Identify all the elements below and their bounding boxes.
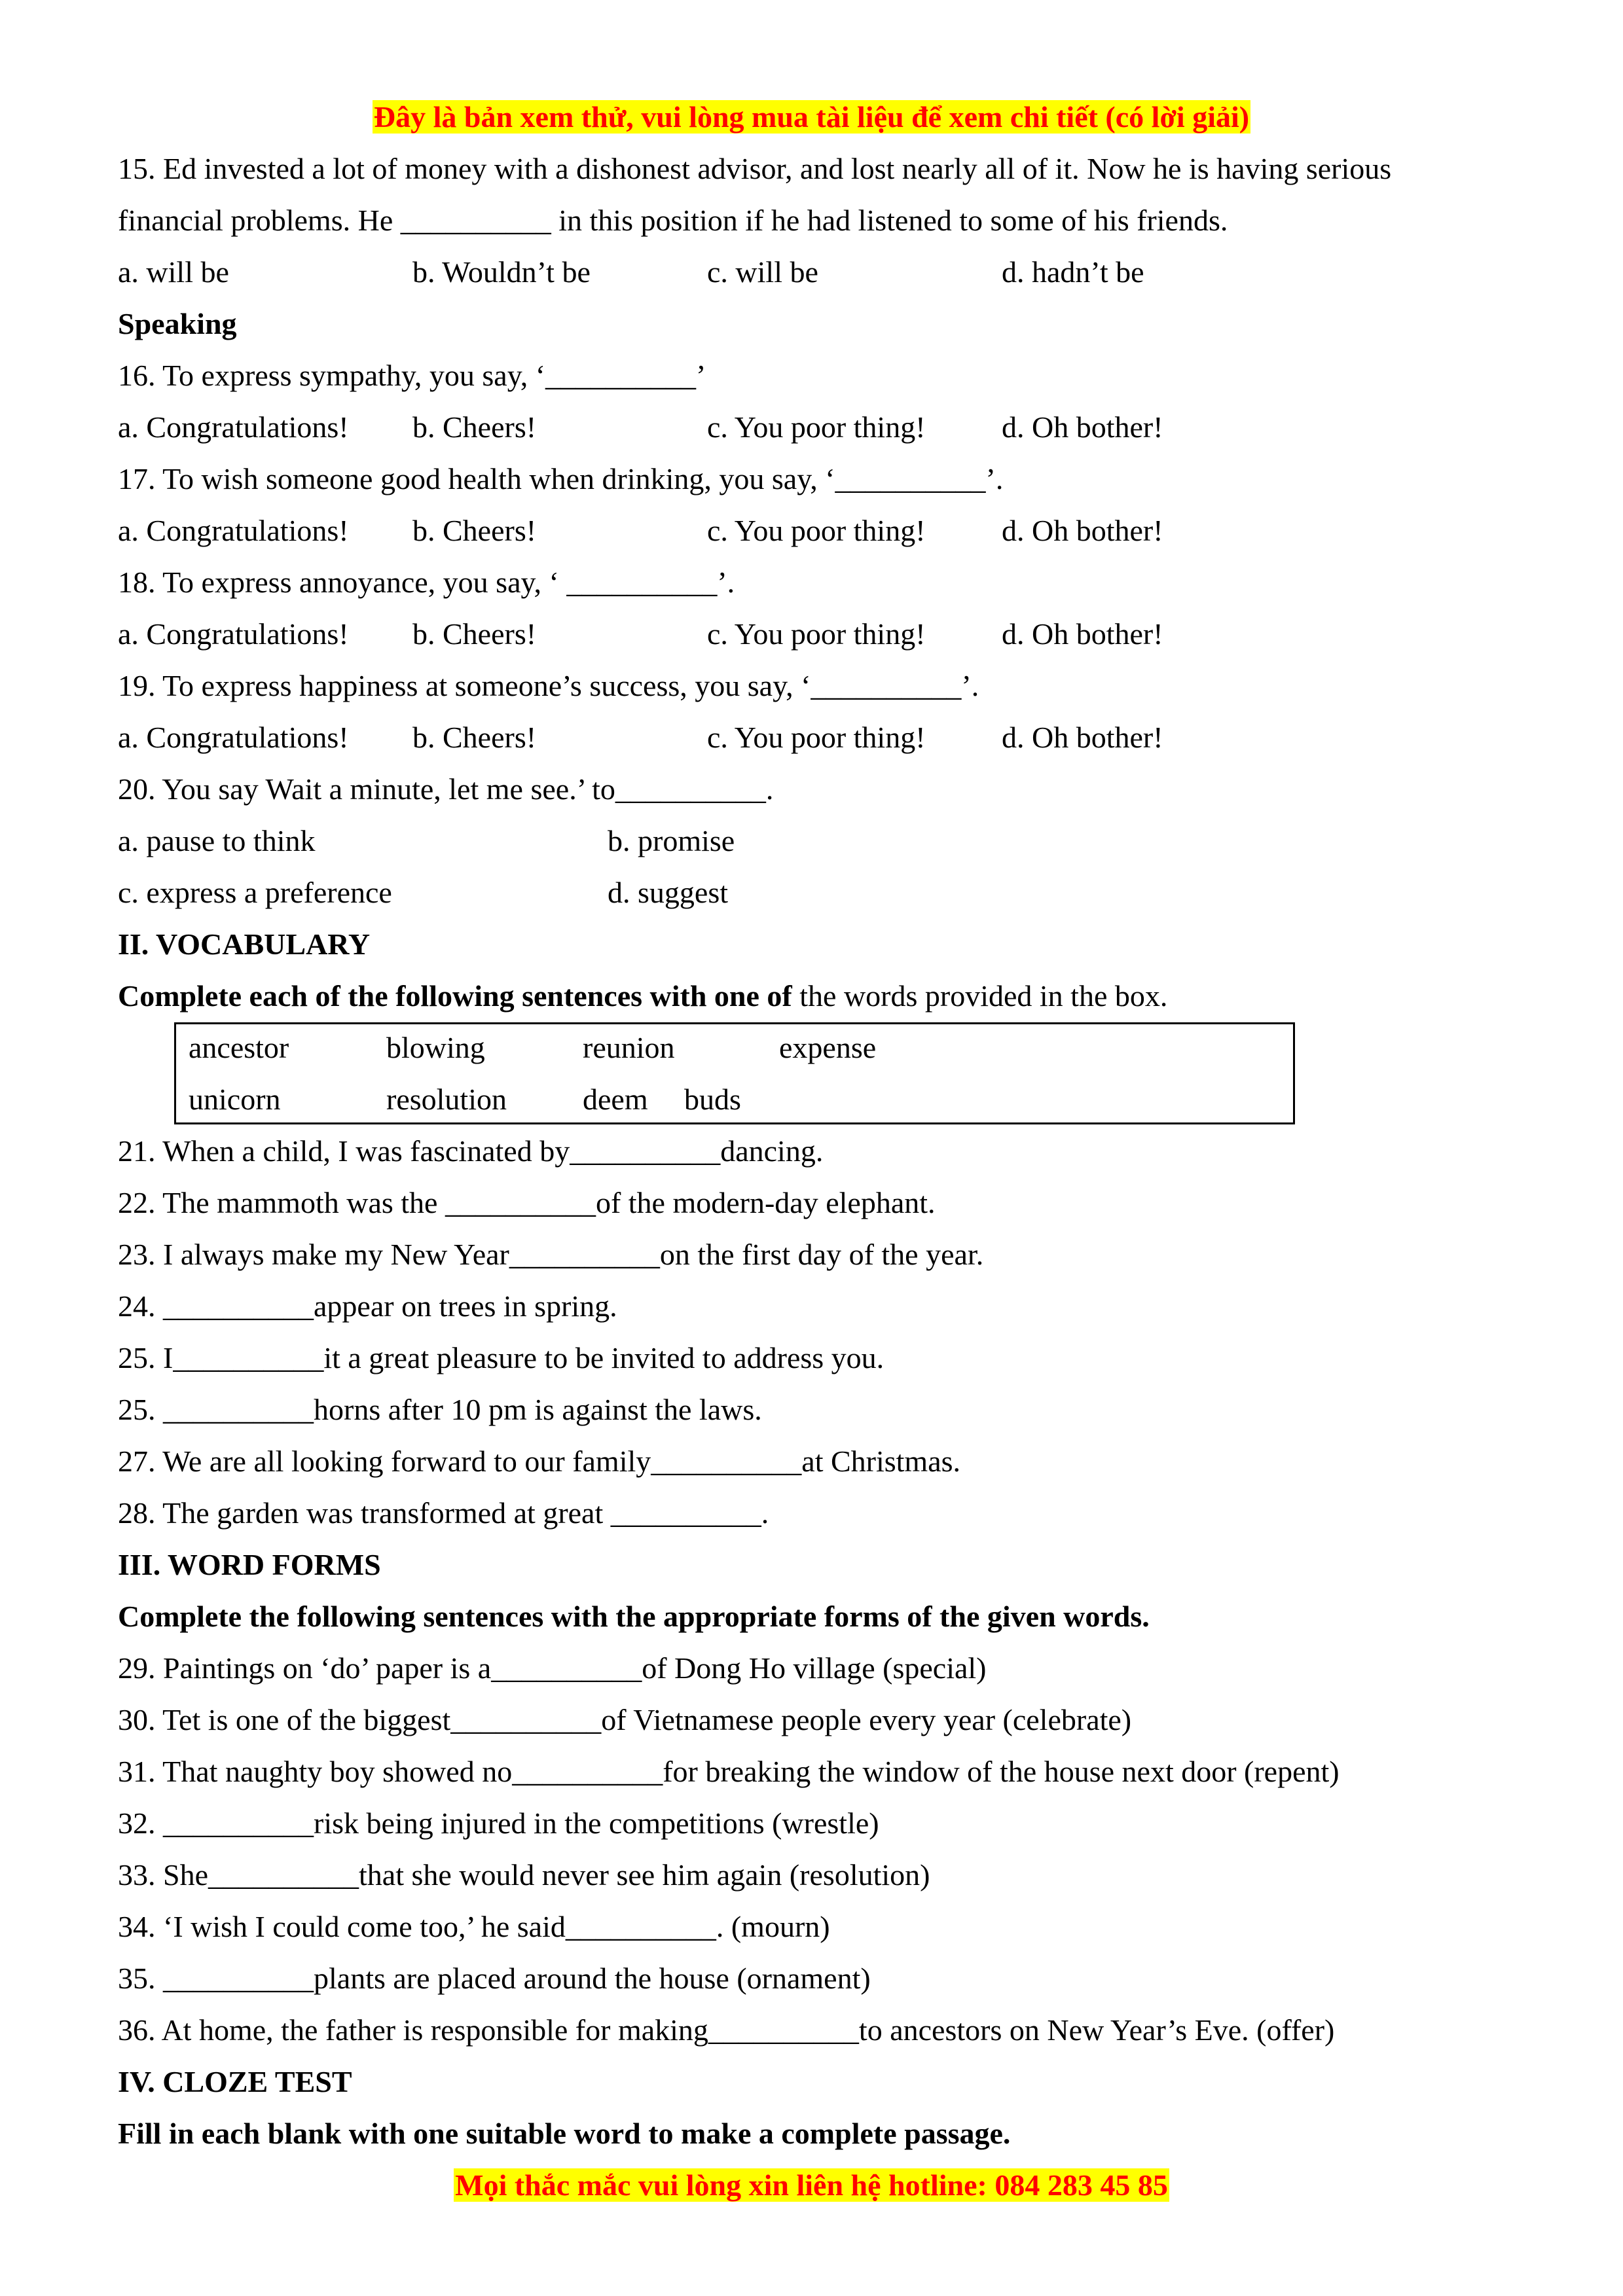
option-d: d. Oh bother! <box>1002 721 1163 754</box>
option-b: b. Cheers! <box>412 721 537 754</box>
cloze-test-heading: IV. CLOZE TEST <box>118 2065 352 2098</box>
option-d: d. Oh bother! <box>1002 514 1163 547</box>
option-b: b. Cheers! <box>412 410 537 444</box>
footer-banner-text: Mọi thắc mắc vui lòng xin liên hệ hotline: 084 283 45 85 <box>455 2168 1168 2202</box>
question-23: 23. I always make my New Year__________on the first day of the year. <box>118 1238 984 1271</box>
word-ancestor: ancestor <box>189 1031 289 1064</box>
question-29: 29. Paintings on ‘do’ paper is a__________of Dong Ho village (special) <box>118 1651 987 1685</box>
option-d: d. Oh bother! <box>1002 410 1163 444</box>
question-17: 17. To wish someone good health when drinking, you say, ‘__________’. <box>118 462 1004 495</box>
word-buds: buds <box>684 1083 741 1116</box>
word-blowing: blowing <box>386 1031 485 1064</box>
question-16-options <box>118 401 1493 453</box>
question-20: 20. You say Wait a minute, let me see.’ to__________. <box>118 772 774 806</box>
option-c: c. You poor thing! <box>707 514 926 547</box>
option-d: d. Oh bother! <box>1002 617 1163 651</box>
word-unicorn: unicorn <box>189 1083 281 1116</box>
option-c: c. express a preference <box>118 876 392 909</box>
word-expense: expense <box>779 1031 877 1064</box>
question-26: 25. __________horns after 10 pm is against the laws. <box>118 1393 762 1426</box>
question-21: 21. When a child, I was fascinated by__________dancing. <box>118 1134 824 1168</box>
option-a: a. will be <box>118 255 229 289</box>
question-15-options <box>118 246 1493 298</box>
question-30: 30. Tet is one of the biggest__________of Vietnamese people every year (celebrate) <box>118 1703 1132 1736</box>
question-31: 31. That naughty boy showed no__________for breaking the window of the house next door (repent) <box>118 1755 1340 1788</box>
option-a: a. Congratulations! <box>118 514 349 547</box>
word-box-row-2 <box>176 1073 1293 1125</box>
question-35: 35. __________plants are placed around the house (ornament) <box>118 1962 871 1995</box>
question-20-options-row-1 <box>118 815 1493 867</box>
question-19-options <box>118 711 1493 763</box>
word-deem: deem <box>583 1083 648 1116</box>
vocabulary-instruction <box>118 970 1167 1022</box>
word-forms-heading: III. WORD FORMS <box>118 1548 381 1581</box>
vocabulary-instruction-bold: Complete each of the following sentences with one of <box>118 979 792 1013</box>
option-c: c. will be <box>707 255 818 289</box>
option-d: d. suggest <box>608 876 728 909</box>
speaking-heading: Speaking <box>118 307 237 340</box>
question-25: 25. I__________it a great pleasure to be invited to address you. <box>118 1341 884 1374</box>
option-c: c. You poor thing! <box>707 721 926 754</box>
question-24: 24. __________appear on trees in spring. <box>118 1289 617 1323</box>
question-27: 27. We are all looking forward to our family__________at Christmas. <box>118 1444 961 1478</box>
option-a: a. Congratulations! <box>118 410 349 444</box>
question-17-options <box>118 505 1493 556</box>
header-preview-banner <box>0 91 1623 143</box>
question-15-line-1: 15. Ed invested a lot of money with a dishonest advisor, and lost nearly all of it. Now he is having serious <box>118 152 1392 185</box>
option-c: c. You poor thing! <box>707 410 926 444</box>
vocabulary-instruction-regular: the words provided in the box. <box>792 979 1168 1013</box>
footer-hotline-banner <box>0 2159 1623 2211</box>
option-a: a. pause to think <box>118 824 316 857</box>
question-16: 16. To express sympathy, you say, ‘__________’ <box>118 359 706 392</box>
question-19: 19. To express happiness at someone’s success, you say, ‘__________’. <box>118 669 979 702</box>
question-34: 34. ‘I wish I could come too,’ he said__________. (mourn) <box>118 1910 830 1943</box>
question-36: 36. At home, the father is responsible for making__________to ancestors on New Year’s Eve. (offer) <box>118 2013 1335 2047</box>
option-b: b. promise <box>608 824 735 857</box>
option-a: a. Congratulations! <box>118 721 349 754</box>
option-d: d. hadn’t be <box>1002 255 1144 289</box>
option-c: c. You poor thing! <box>707 617 926 651</box>
option-a: a. Congratulations! <box>118 617 349 651</box>
question-32: 32. __________risk being injured in the competitions (wrestle) <box>118 1806 879 1840</box>
question-28: 28. The garden was transformed at great __________. <box>118 1496 769 1530</box>
question-18: 18. To express annoyance, you say, ‘ __________’. <box>118 565 735 599</box>
word-box <box>174 1022 1295 1124</box>
word-box-row-1 <box>176 1022 1293 1073</box>
word-forms-instruction: Complete the following sentences with the appropriate forms of the given words. <box>118 1600 1150 1633</box>
question-22: 22. The mammoth was the __________of the modern-day elephant. <box>118 1186 936 1219</box>
word-reunion: reunion <box>583 1031 675 1064</box>
cloze-test-instruction: Fill in each blank with one suitable word to make a complete passage. <box>118 2117 1011 2150</box>
question-15-line-2: financial problems. He __________ in this position if he had listened to some of his friends. <box>118 204 1228 237</box>
option-b: b. Wouldn’t be <box>412 255 591 289</box>
vocabulary-heading: II. VOCABULARY <box>118 927 371 961</box>
question-20-options-row-2 <box>118 867 1493 918</box>
question-18-options <box>118 608 1493 660</box>
option-b: b. Cheers! <box>412 514 537 547</box>
option-b: b. Cheers! <box>412 617 537 651</box>
header-banner-text: Đây là bản xem thử, vui lòng mua tài liệu để xem chi tiết (có lời giải) <box>373 100 1250 134</box>
question-33: 33. She__________that she would never see him again (resolution) <box>118 1858 930 1892</box>
word-resolution: resolution <box>386 1083 507 1116</box>
